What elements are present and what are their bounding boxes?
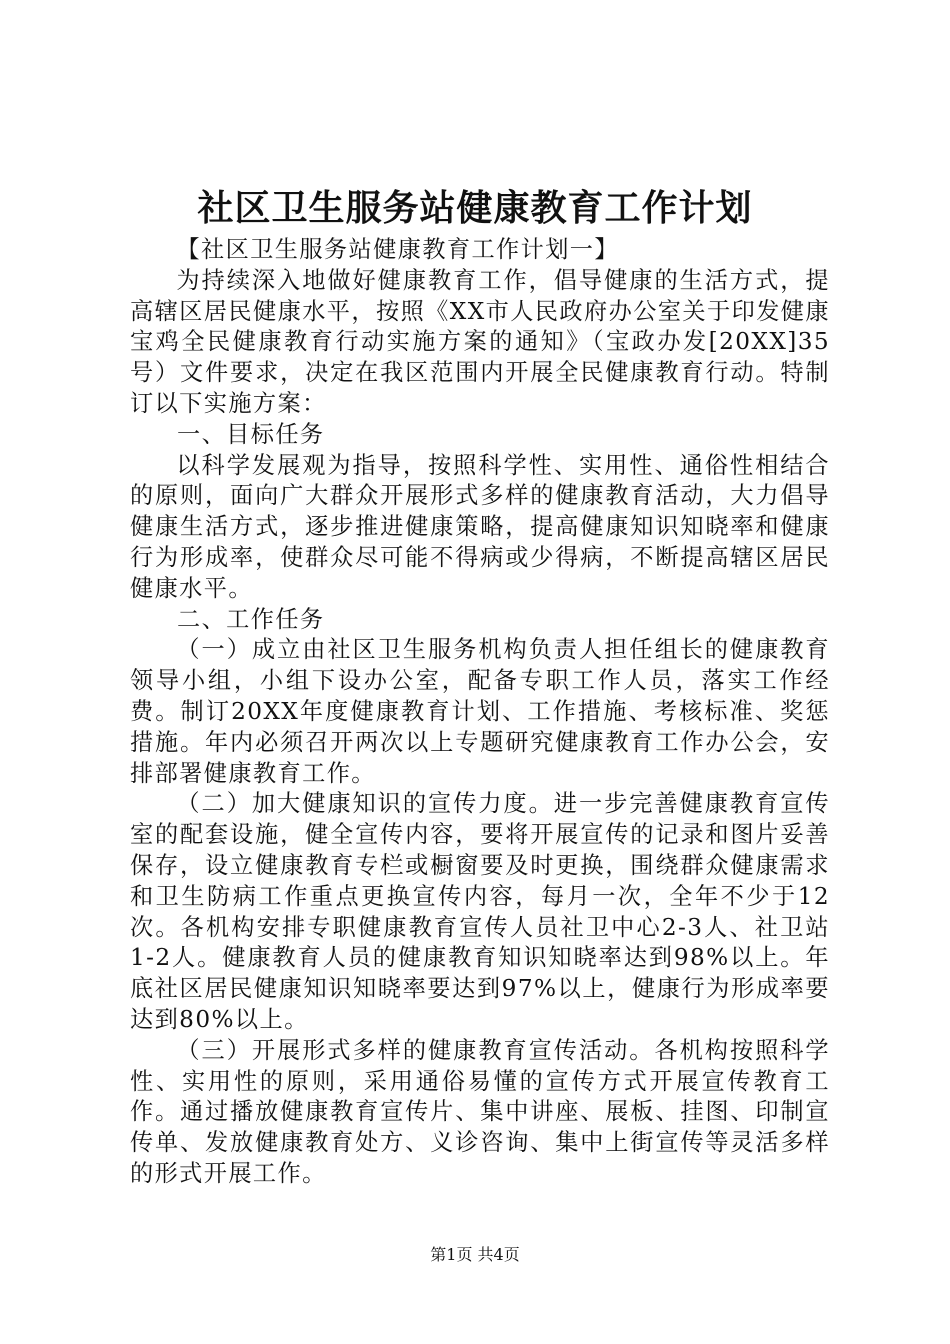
- document-body: [130, 235, 830, 1190]
- intro-paragraph: 为持续深入地做好健康教育工作，倡导健康的生活方式，提高辖区居民健康水平，按照《XX市人民政府办公室关于印发健康宝鸡全民健康教育行动实施方案的通知》（宝政办发[20XX]35号）文件要求，决定在我区范围内开展全民健康教育行动。特制订以下实施方案：: [130, 266, 830, 417]
- task-item-1: （一）成立由社区卫生服务机构负责人担任组长的健康教育领导小组，小组下设办公室，配备专职工作人员，落实工作经费。制订20XX年度健康教育计划、工作措施、考核标准、奖惩措施。年内必须召开两次以上专题研究健康教育工作办公会，安排部署健康教育工作。: [130, 636, 830, 787]
- document-title: 社区卫生服务站健康教育工作计划: [197, 187, 753, 229]
- document-subtitle: 【社区卫生服务站健康教育工作计划一】: [176, 236, 619, 263]
- task-item-3: （三）开展形式多样的健康教育宣传活动。各机构按照科学性、实用性的原则，采用通俗易懂的宣传方式开展宣传教育工作。通过播放健康教育宣传片、集中讲座、展板、挂图、印制宣传单、发放健康教育处方、义诊咨询、集中上街宣传等灵活多样的形式开展工作。: [130, 1036, 830, 1187]
- goals-paragraph: 以科学发展观为指导，按照科学性、实用性、通俗性相结合的原则，面向广大群众开展形式多样的健康教育活动，大力倡导健康生活方式，逐步推进健康策略，提高健康知识知晓率和健康行为形成率，使群众尽可能不得病或少得病，不断提高辖区居民健康水平。: [130, 451, 830, 602]
- page-number: 第1页 共4页: [430, 1245, 520, 1264]
- task-item-2: （二）加大健康知识的宣传力度。进一步完善健康教育宣传室的配套设施，健全宣传内容，要将开展宣传的记录和图片妥善保存，设立健康教育专栏或橱窗要及时更换，围绕群众健康需求和卫生防病工作重点更换宣传内容，每月一次，全年不少于12次。各机构安排专职健康教育宣传人员社卫中心2-3人、社卫站1-2人。健康教育人员的健康教育知识知晓率达到98%以上。年底社区居民健康知识知晓率要达到97%以上，健康行为形成率要达到80%以上。: [130, 790, 830, 1033]
- section-heading-tasks: 二、工作任务: [177, 605, 325, 633]
- section-heading-goals: 一、目标任务: [177, 420, 325, 448]
